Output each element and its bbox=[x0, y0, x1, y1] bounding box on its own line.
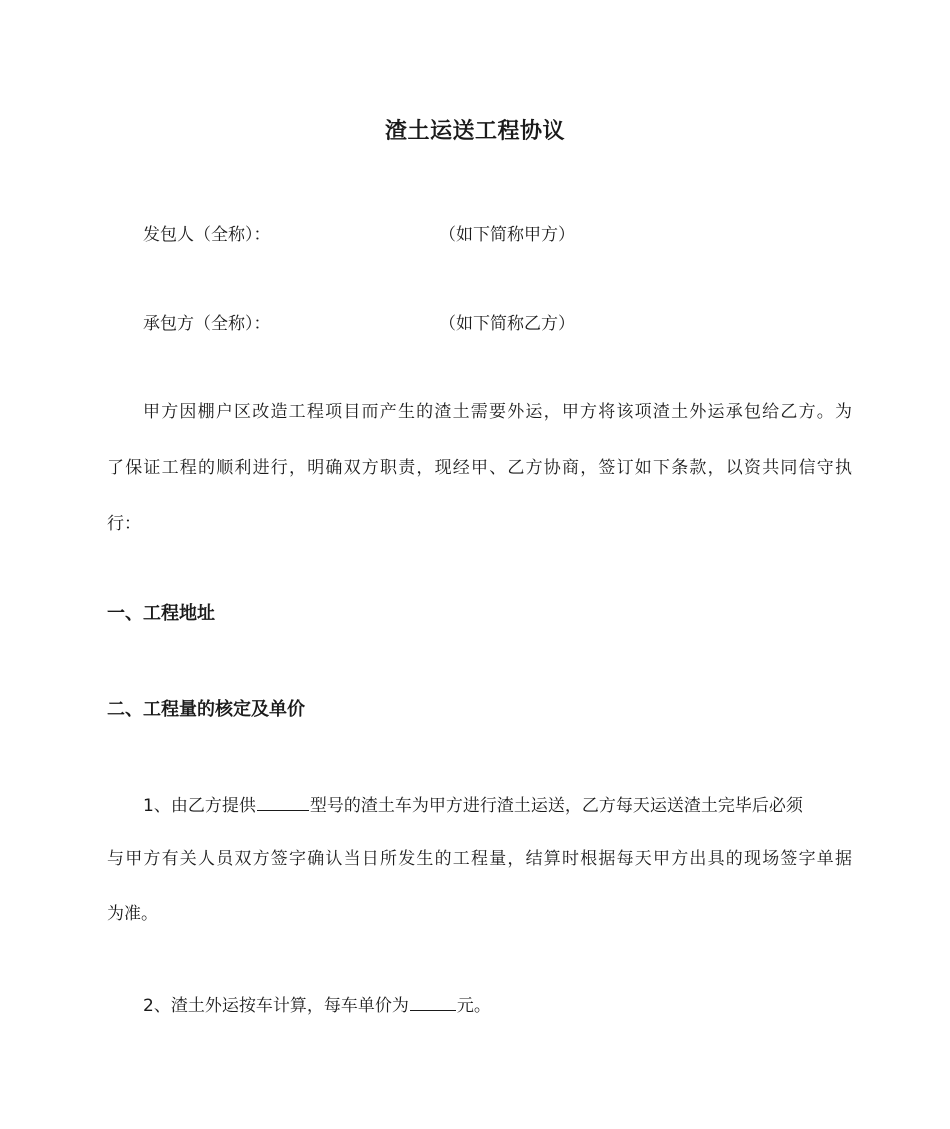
party-b-note: （如下简称乙方） bbox=[439, 314, 575, 334]
section-2-heading: 二、工程量的核定及单价 bbox=[107, 699, 305, 720]
clause-2-line bbox=[143, 990, 852, 1020]
party-b-line bbox=[143, 310, 852, 338]
clause-1-suffix: 型号的渣土车为甲方进行渣土运送，乙方每天运送渣土完毕后必须 bbox=[309, 796, 803, 816]
clause-2-prefix: 2、渣土外运按车计算，每车单价为 bbox=[143, 996, 409, 1016]
clause-1-prefix: 1、由乙方提供 bbox=[143, 796, 256, 816]
unit-price-blank bbox=[410, 990, 456, 1011]
party-a-label: 发包人（全称）： bbox=[143, 225, 271, 245]
party-b-label: 承包方（全称）： bbox=[143, 314, 271, 334]
intro-line-3: 行： bbox=[107, 514, 141, 534]
section-1-heading: 一、工程地址 bbox=[107, 603, 215, 624]
document-title: 渣土运送工程协议 bbox=[384, 119, 565, 144]
clause-1-line-2: 与甲方有关人员双方签字确认当日所发生的工程量，结算时根据每天甲方出具的现场签字单据 bbox=[107, 849, 852, 869]
vehicle-model-blank bbox=[257, 790, 309, 811]
intro-line-2: 了保证工程的顺利进行，明确双方职责，现经甲、乙方协商，签订如下条款，以资共同信守执 bbox=[107, 458, 852, 478]
intro-line-1: 甲方因棚户区改造工程项目而产生的渣土需要外运，甲方将该项渣土外运承包给乙方。为 bbox=[143, 402, 852, 422]
party-a-note: （如下简称甲方） bbox=[439, 225, 575, 245]
clause-1-line-3: 为准。 bbox=[107, 904, 158, 924]
clause-1-line-1 bbox=[143, 790, 852, 820]
party-a-line bbox=[143, 221, 852, 249]
clause-2-suffix: 元。 bbox=[456, 996, 491, 1016]
